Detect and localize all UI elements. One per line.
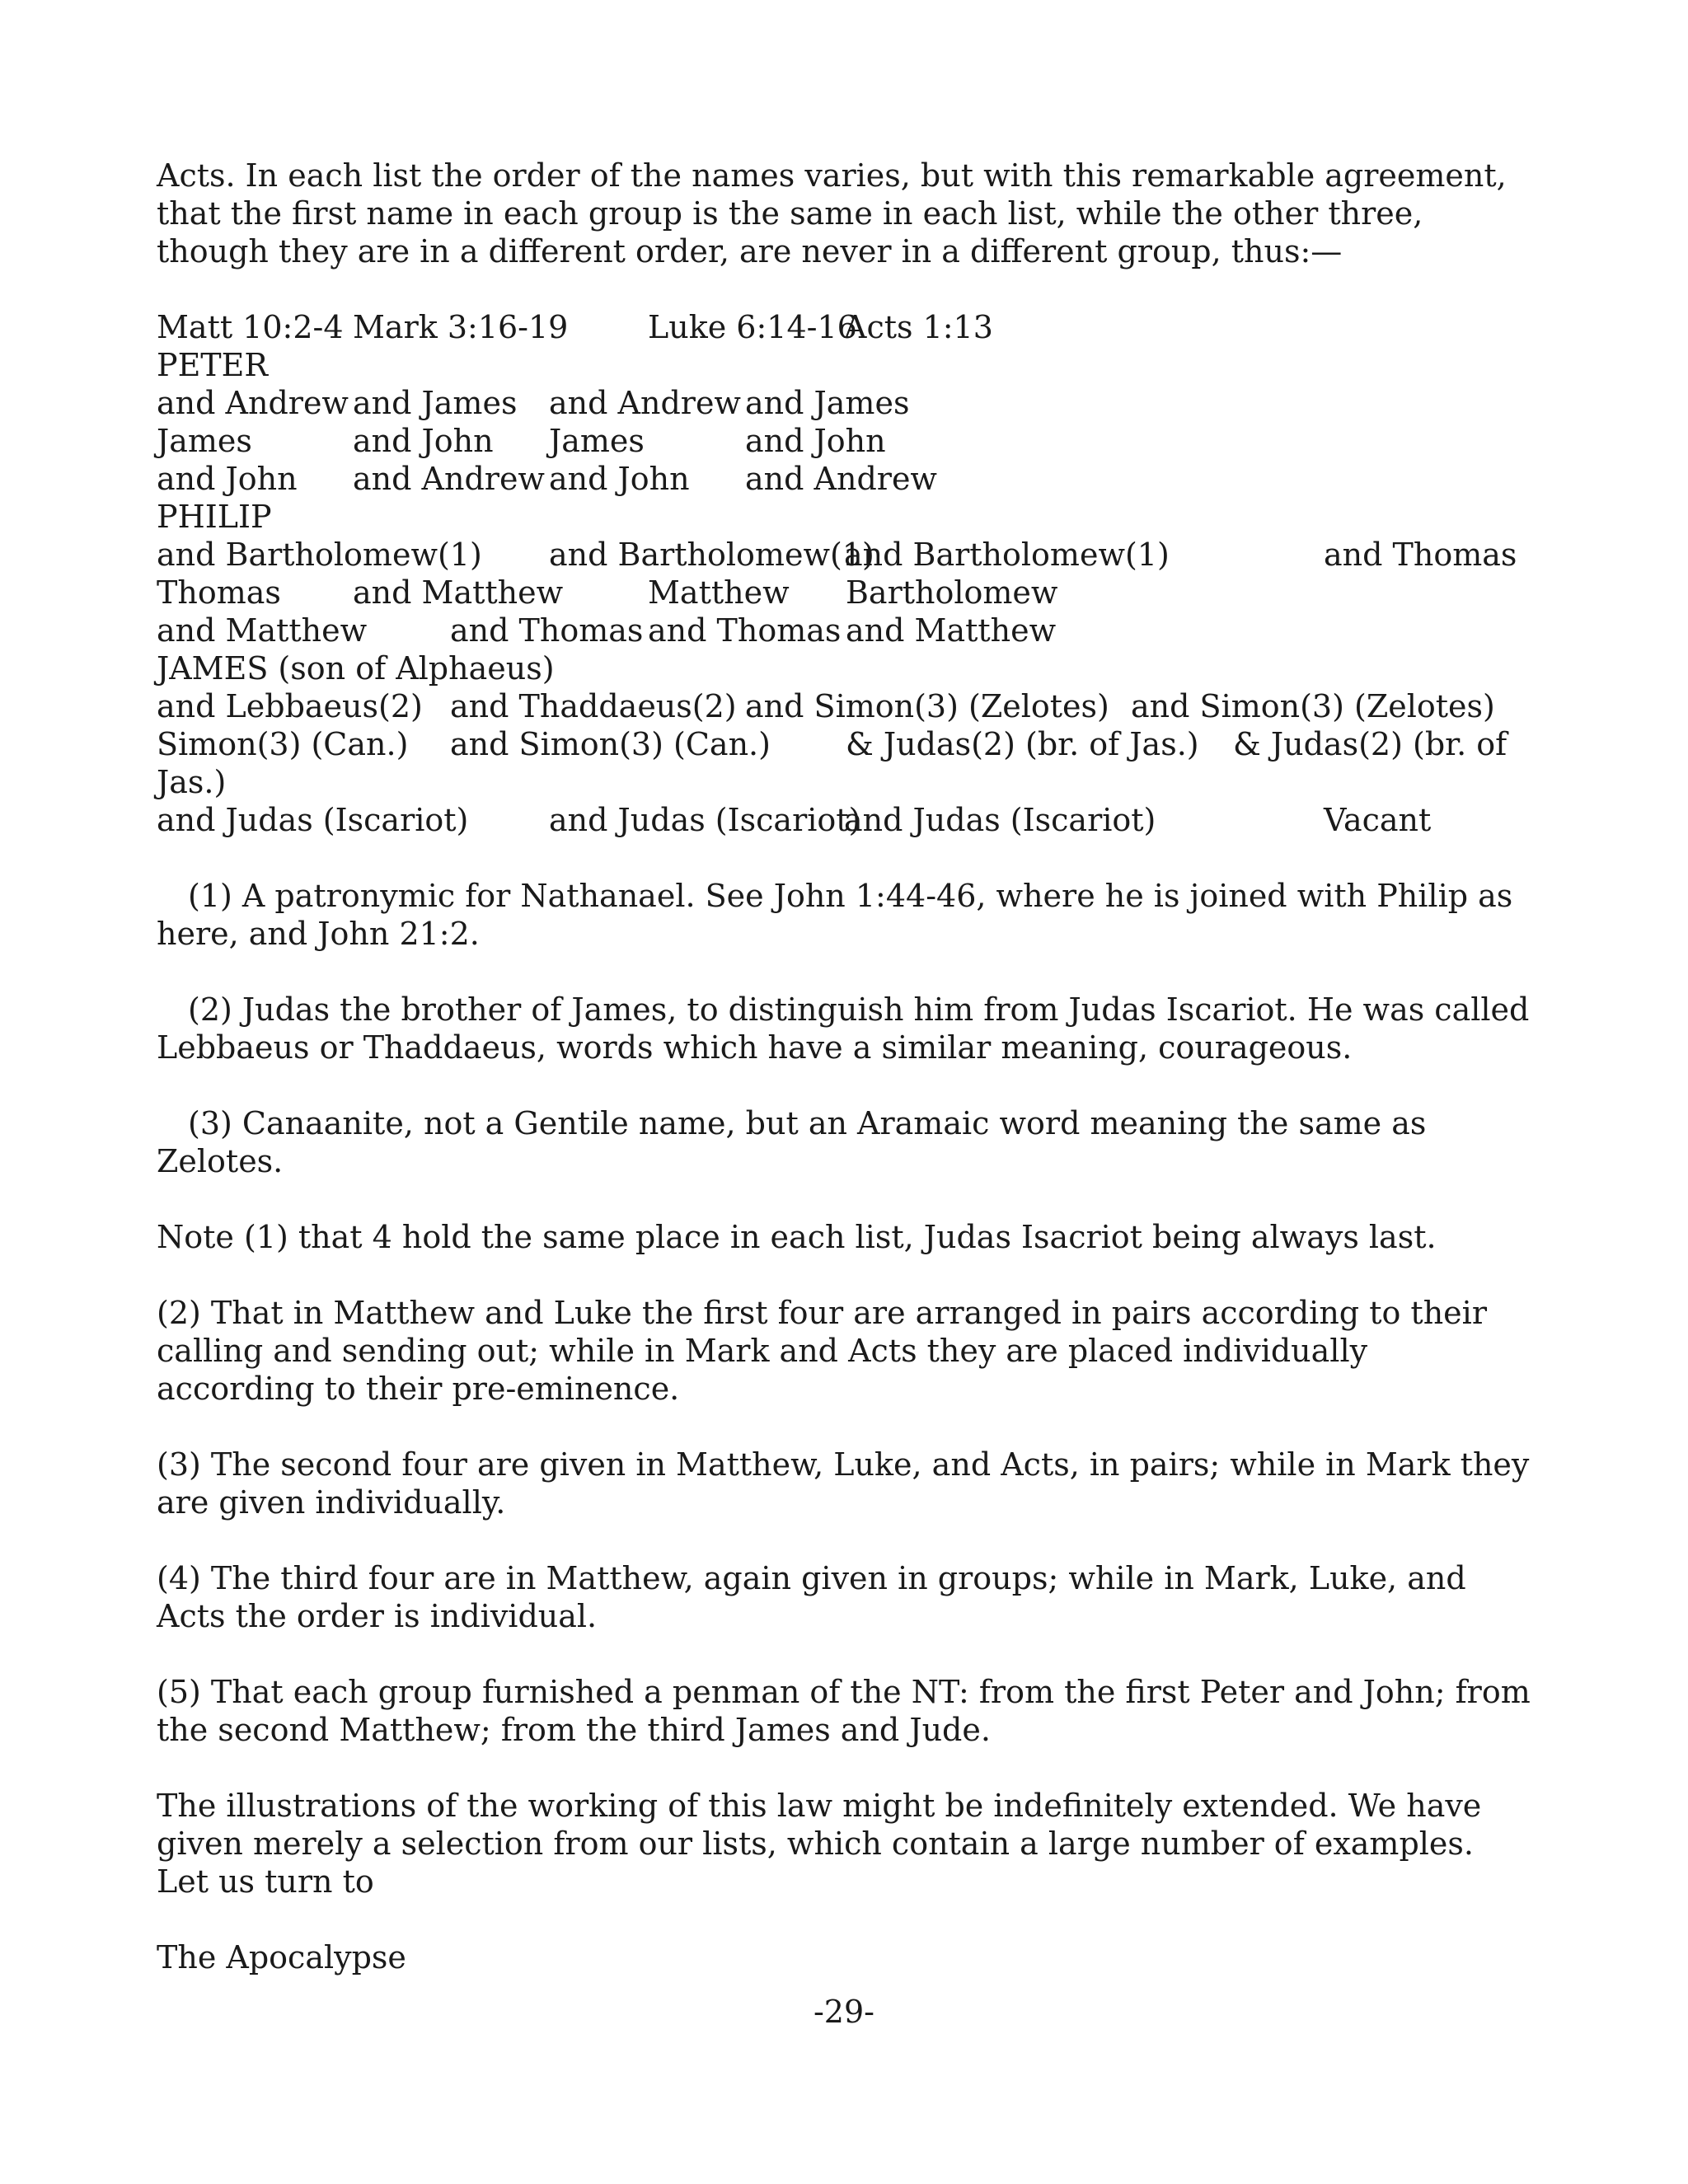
table-cell: and Bartholomew(1) (844, 537, 1170, 573)
table-row (157, 460, 1533, 498)
table-cell: James (549, 423, 645, 459)
table-cell: and John (353, 423, 494, 459)
table-cell: and Andrew (549, 385, 741, 421)
footnote-2: (2) Judas the brother of James, to distinguish him from Judas Iscariot. He was called Lebbaeus or Thaddaeus, words which have a similar meaning, courageous. (157, 991, 1530, 1066)
table-row (157, 612, 1533, 649)
table-cell: and John (745, 423, 886, 459)
table-cell: and James (745, 385, 910, 421)
table-cell: and Simon(3) (Can.) (450, 726, 771, 762)
table-cell: and Simon(3) (Zelotes) (1131, 688, 1495, 724)
table-cell: and Thomas (1324, 537, 1517, 573)
table-cell: and Judas (Iscariot) (549, 802, 861, 838)
table-cell-part: & Judas(2) (br. of (1233, 726, 1507, 762)
header-acts: Acts 1:13 (844, 309, 993, 345)
intro-paragraph: Acts. In each list the order of the names varies, but with this remarkable agreement, that the first name in each group is the same in each list, while the other three, though they are in a different order, are never in a different group, thus:— (157, 157, 1507, 269)
table-cell: and Andrew (745, 461, 937, 497)
table-cell: & Judas(2) (br. of Jas.) (846, 726, 1199, 762)
group-name-philip (157, 498, 1533, 536)
group-label: PHILIP (157, 499, 272, 535)
table-row (157, 384, 1533, 422)
table-row (157, 687, 1533, 725)
table-cell: and Simon(3) (Zelotes) (745, 688, 1109, 724)
table-cell: and Matthew (353, 574, 564, 611)
table-cell: Thomas (157, 574, 281, 611)
header-matt: Matt 10:2-4 (157, 309, 344, 345)
table-cell: and Thomas (450, 612, 644, 649)
table-cell: Bartholomew (846, 574, 1058, 611)
note-4: (4) The third four are in Matthew, again given in groups; while in Mark, Luke, and Acts the order is individual. (157, 1560, 1466, 1634)
section-heading: The Apocalypse (157, 1939, 406, 1975)
table-cell: Matthew (648, 574, 790, 611)
note-5: (5) That each group furnished a penman of the NT: from the first Peter and John; from the second Matthew; from the third James and Jude. (157, 1674, 1531, 1748)
table-cell: and Andrew (353, 461, 545, 497)
table-cell-part: Jas.) (157, 764, 227, 800)
table-cell: and John (549, 461, 690, 497)
page-number: -29- (813, 1994, 875, 2030)
note-3: (3) The second four are given in Matthew, Luke, and Acts, in pairs; while in Mark they are given individually. (157, 1446, 1530, 1521)
closing-paragraph: The illustrations of the working of this law might be indefinitely extended. We have given merely a selection from our lists, which contain a large number of examples. Let us turn to (157, 1788, 1482, 1900)
table-cell: and John (157, 461, 298, 497)
table-row (157, 801, 1533, 839)
table-cell: and Matthew (846, 612, 1057, 649)
table-cell: and Matthew (157, 612, 368, 649)
table-cell: and Judas (Iscariot) (844, 802, 1156, 838)
header-luke: Luke 6:14-16 (648, 309, 857, 345)
table-cell: and Thomas (648, 612, 842, 649)
header-mark: Mark 3:16-19 (353, 309, 569, 345)
table-cell (157, 763, 226, 801)
table-cell: Simon(3) (Can.) (157, 726, 409, 762)
note-1: Note (1) that 4 hold the same place in each list, Judas Isacriot being always last. (157, 1219, 1437, 1255)
table-cell: and Lebbaeus(2) (157, 688, 423, 724)
apostle-lists-table (157, 308, 1533, 839)
note-2: (2) That in Matthew and Luke the first four are arranged in pairs according to their calling and sending out; while in Mark and Acts they are placed individually according to their pre-eminence. (157, 1295, 1487, 1407)
table-row (157, 422, 1533, 460)
table-cell: and Judas (Iscariot) (157, 802, 469, 838)
table-cell: and James (353, 385, 518, 421)
footnote-1: (1) A patronymic for Nathanael. See John 1:44-46, where he is joined with Philip as here, and John 21:2. (157, 878, 1513, 952)
table-cell: and Andrew (157, 385, 349, 421)
table-row (157, 536, 1533, 574)
footnote-3: (3) Canaanite, not a Gentile name, but an Aramaic word meaning the same as Zelotes. (157, 1105, 1427, 1179)
table-row (157, 725, 1533, 801)
table-cell: and Bartholomew(1) (549, 537, 874, 573)
group-label: JAMES (son of Alphaeus) (157, 650, 555, 687)
group-name-james (157, 649, 1533, 687)
table-cell (1233, 725, 1533, 763)
group-name-peter (157, 346, 1533, 384)
table-cell: and Bartholomew(1) (157, 537, 482, 573)
table-header-row (157, 308, 1533, 346)
group-label: PETER (157, 347, 269, 383)
table-cell: and Thaddaeus(2) (450, 688, 737, 724)
document-page (157, 157, 1533, 2014)
table-row (157, 574, 1533, 612)
table-cell: Vacant (1324, 802, 1432, 838)
table-cell: James (157, 423, 252, 459)
